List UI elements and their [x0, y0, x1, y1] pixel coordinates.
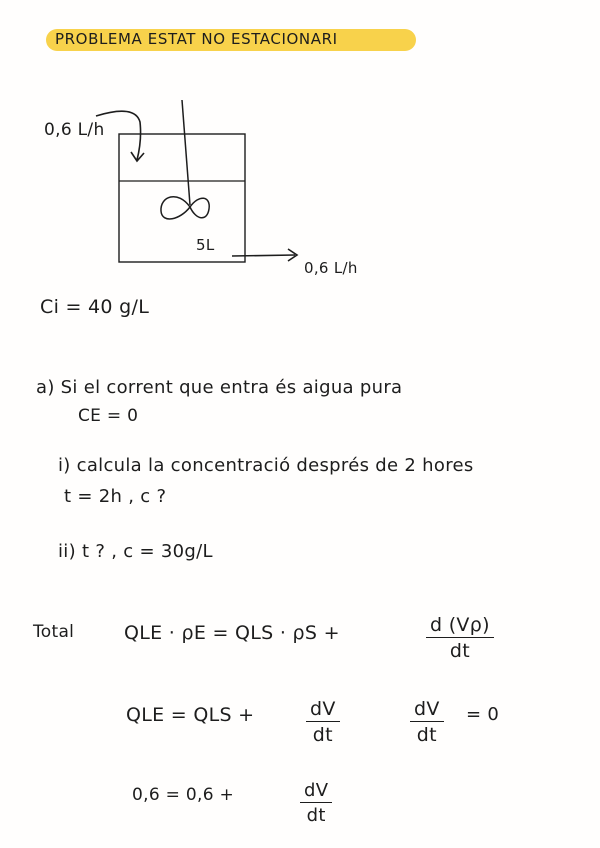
- eq3-numerator: dV: [304, 780, 329, 801]
- eq2-numerator: dV: [310, 698, 336, 720]
- fraction-bar: [410, 721, 444, 722]
- page-title: PROBLEMA ESTAT NO ESTACIONARI: [55, 30, 338, 48]
- eq2-side-rhs: = 0: [466, 704, 500, 725]
- part-a-ii-text: ii) t ? , c = 30g/L: [58, 541, 213, 562]
- outflow-arrow: [232, 255, 295, 256]
- part-a-i-given: t = 2h , c ?: [64, 486, 167, 507]
- eq2-side-fraction: [410, 698, 444, 746]
- eq2-side-denominator: dt: [416, 724, 437, 747]
- part-a-ce: CE = 0: [78, 406, 139, 426]
- eq2-left: QLE = QLS +: [126, 704, 255, 726]
- inflow-rate-label: 0,6 L/h: [44, 120, 105, 140]
- eq1-left: QLE · ρE = QLS · ρS +: [124, 622, 340, 644]
- tank-volume-label: 5L: [196, 236, 215, 254]
- fraction-bar: [300, 802, 332, 803]
- fraction-bar: [426, 637, 494, 638]
- part-a-i-text: i) calcula la concentració després de 2 hores: [58, 455, 474, 476]
- eq3-denominator: dt: [306, 805, 326, 827]
- fraction-bar: [306, 721, 340, 722]
- stirrer-shaft: [182, 100, 190, 205]
- eq1-denominator: dt: [449, 640, 470, 663]
- eq3-fraction: [300, 780, 332, 826]
- eq1-fraction: [426, 614, 494, 662]
- stirrer-icon: [161, 197, 209, 219]
- part-a-statement: a) Si el corrent que entra és aigua pura: [36, 377, 403, 398]
- initial-concentration: Ci = 40 g/L: [40, 296, 150, 318]
- eq2-fraction: [306, 698, 340, 746]
- eq2-side-numerator: dV: [414, 698, 440, 720]
- eq1-numerator: d (Vρ): [430, 614, 490, 636]
- eq3-left: 0,6 = 0,6 +: [132, 785, 235, 805]
- outflow-rate-label: 0,6 L/h: [304, 259, 358, 277]
- total-label: Total: [33, 622, 75, 642]
- eq2-denominator: dt: [312, 724, 333, 747]
